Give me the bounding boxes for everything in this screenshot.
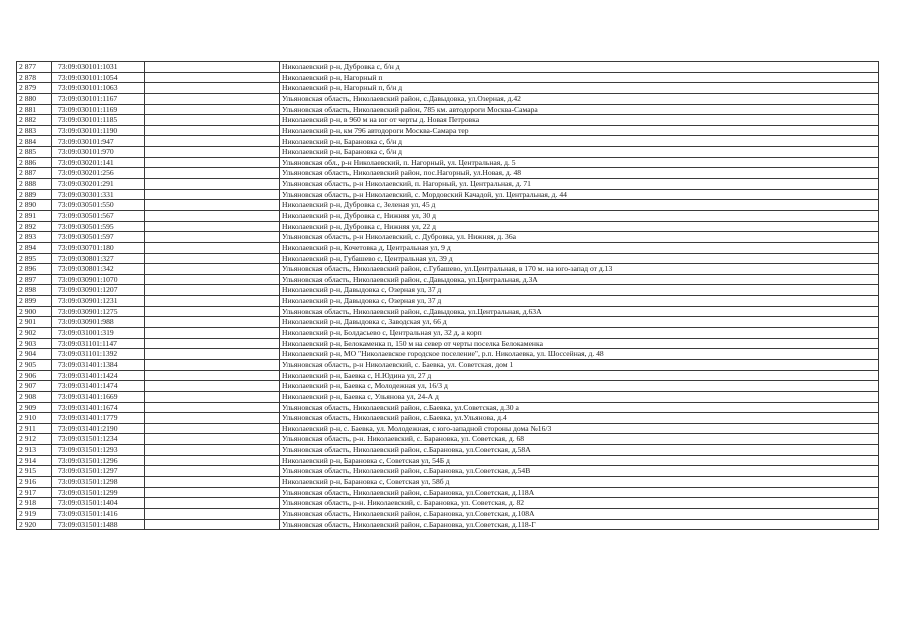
empty-cell (145, 221, 280, 232)
address-cell: Ульяновская область, р-н Николаевский, с. Мордовский Качадой, ул. Центральная, д. 44 (280, 189, 879, 200)
row-number-cell: 2 903 (17, 338, 52, 349)
cadastral-number-cell: 73:09:030201:291 (52, 179, 145, 190)
cadastral-number-cell: 73:09:030101:947 (52, 136, 145, 147)
row-number-cell: 2 909 (17, 402, 52, 413)
row-number-cell: 2 919 (17, 508, 52, 519)
empty-cell (145, 232, 280, 243)
empty-cell (145, 423, 280, 434)
empty-cell (145, 210, 280, 221)
empty-cell (145, 338, 280, 349)
row-number-cell: 2 891 (17, 210, 52, 221)
cadastral-number-cell: 73:09:030901:1275 (52, 306, 145, 317)
cadastral-number-cell: 73:09:030901:1207 (52, 285, 145, 296)
row-number-cell: 2 899 (17, 296, 52, 307)
row-number-cell: 2 878 (17, 72, 52, 83)
address-cell: Ульяновская область, Николаевский район, с.Барановка, ул.Советская, д.118А (280, 487, 879, 498)
empty-cell (145, 83, 280, 94)
row-number-cell: 2 890 (17, 200, 52, 211)
cadastral-number-cell: 73:09:030901:1231 (52, 296, 145, 307)
cadastral-number-cell: 73:09:031501:1293 (52, 445, 145, 456)
table-row (17, 402, 879, 413)
cadastral-number-cell: 73:09:030101:1063 (52, 83, 145, 94)
cadastral-number-cell: 73:09:030901:1070 (52, 274, 145, 285)
table-row (17, 125, 879, 136)
empty-cell (145, 434, 280, 445)
address-cell: Николаевский р-н, Давыдовка с, Озерная ул, 37 д (280, 296, 879, 307)
row-number-cell: 2 889 (17, 189, 52, 200)
row-number-cell: 2 888 (17, 179, 52, 190)
address-cell: Ульяновская область, Николаевский район, с.Баевка, ул.Ульянова, д.4 (280, 413, 879, 424)
cadastral-number-cell: 73:09:031401:1674 (52, 402, 145, 413)
address-cell: Николаевский р-н, Баевка с, Ульянова ул, 24-А д (280, 391, 879, 402)
row-number-cell: 2 920 (17, 519, 52, 530)
row-number-cell: 2 907 (17, 381, 52, 392)
cadastral-number-cell: 73:09:031501:1404 (52, 498, 145, 509)
row-number-cell: 2 917 (17, 487, 52, 498)
row-number-cell: 2 892 (17, 221, 52, 232)
table-row (17, 104, 879, 115)
address-cell: Ульяновская область, Николаевский район, с.Давыдовка, ул.Центральная, д.3А (280, 274, 879, 285)
row-number-cell: 2 894 (17, 242, 52, 253)
address-cell: Николаевский р-н, Баевка с, Молодежная ул, 16/3 д (280, 381, 879, 392)
cadastral-number-cell: 73:09:030801:327 (52, 253, 145, 264)
address-cell: Николаевский р-н, Барановка с, б/н д (280, 136, 879, 147)
table-row (17, 285, 879, 296)
row-number-cell: 2 895 (17, 253, 52, 264)
table-row (17, 498, 879, 509)
address-cell: Николаевский р-н, Баевка с, Н.Юдина ул, 27 д (280, 370, 879, 381)
table-row (17, 253, 879, 264)
row-number-cell: 2 879 (17, 83, 52, 94)
row-number-cell: 2 902 (17, 328, 52, 339)
empty-cell (145, 402, 280, 413)
cadastral-number-cell: 73:09:030101:970 (52, 147, 145, 158)
row-number-cell: 2 882 (17, 115, 52, 126)
property-table (16, 61, 879, 530)
address-cell: Ульяновская область, р-н. Николаевский, с. Барановка, ул. Советская, д. 68 (280, 434, 879, 445)
cadastral-number-cell: 73:09:030101:1190 (52, 125, 145, 136)
cadastral-number-cell: 73:09:031501:1298 (52, 476, 145, 487)
address-cell: Николаевский р-н, Белокаменка п, 150 м на север от черты поселка Белокаменка (280, 338, 879, 349)
table-row (17, 487, 879, 498)
table-row (17, 83, 879, 94)
row-number-cell: 2 906 (17, 370, 52, 381)
cadastral-number-cell: 73:09:031401:1384 (52, 359, 145, 370)
empty-cell (145, 189, 280, 200)
table-row (17, 264, 879, 275)
cadastral-number-cell: 73:09:030701:180 (52, 242, 145, 253)
table-row (17, 147, 879, 158)
row-number-cell: 2 912 (17, 434, 52, 445)
address-cell: Ульяновская область, Николаевский район, с.Баевка, ул.Советская, д.30 а (280, 402, 879, 413)
cadastral-number-cell: 73:09:030501:595 (52, 221, 145, 232)
table-row (17, 328, 879, 339)
empty-cell (145, 157, 280, 168)
table-row (17, 508, 879, 519)
empty-cell (145, 115, 280, 126)
table-row (17, 72, 879, 83)
cadastral-number-cell: 73:09:031501:1234 (52, 434, 145, 445)
empty-cell (145, 296, 280, 307)
table-row (17, 381, 879, 392)
cadastral-number-cell: 73:09:031501:1416 (52, 508, 145, 519)
address-cell: Николаевский р-н, с. Баевка, ул. Молодежная, с юго-западной стороны дома №16/3 (280, 423, 879, 434)
cadastral-number-cell: 73:09:031501:1296 (52, 455, 145, 466)
table-row (17, 317, 879, 328)
table-row (17, 306, 879, 317)
empty-cell (145, 274, 280, 285)
row-number-cell: 2 893 (17, 232, 52, 243)
table-row (17, 455, 879, 466)
cadastral-number-cell: 73:09:030101:1167 (52, 93, 145, 104)
empty-cell (145, 328, 280, 339)
empty-cell (145, 93, 280, 104)
empty-cell (145, 487, 280, 498)
address-cell: Ульяновская область, Николаевский район, с.Губашево, ул.Центральная, в 170 м. на юго-запад от д.13 (280, 264, 879, 275)
row-number-cell: 2 880 (17, 93, 52, 104)
row-number-cell: 2 911 (17, 423, 52, 434)
cadastral-number-cell: 73:09:030101:1169 (52, 104, 145, 115)
table-row (17, 136, 879, 147)
cadastral-number-cell: 73:09:031401:1424 (52, 370, 145, 381)
empty-cell (145, 242, 280, 253)
cadastral-number-cell: 73:09:030501:550 (52, 200, 145, 211)
address-cell: Ульяновская область, Николаевский район, с.Давыдовка, ул.Центральная, д.63А (280, 306, 879, 317)
address-cell: Николаевский р-н, Нагорный п, б/н д (280, 83, 879, 94)
cadastral-number-cell: 73:09:030101:1054 (52, 72, 145, 83)
empty-cell (145, 445, 280, 456)
empty-cell (145, 72, 280, 83)
row-number-cell: 2 915 (17, 466, 52, 477)
address-cell: Николаевский р-н, Нагорный п (280, 72, 879, 83)
empty-cell (145, 317, 280, 328)
empty-cell (145, 466, 280, 477)
address-cell: Ульяновская область, р-н Николаевский, с. Баевка, ул. Советская, дом 1 (280, 359, 879, 370)
table-row (17, 221, 879, 232)
empty-cell (145, 253, 280, 264)
address-cell: Ульяновская область, Николаевский район, пос.Нагорный, ул.Новая, д. 48 (280, 168, 879, 179)
address-cell: Николаевский р-н, Дубровка с, Нижняя ул, 22 д (280, 221, 879, 232)
table-row (17, 179, 879, 190)
empty-cell (145, 498, 280, 509)
table-row (17, 62, 879, 73)
empty-cell (145, 476, 280, 487)
table-row (17, 93, 879, 104)
table-row (17, 168, 879, 179)
empty-cell (145, 391, 280, 402)
empty-cell (145, 359, 280, 370)
table-row (17, 232, 879, 243)
cadastral-number-cell: 73:09:030801:342 (52, 264, 145, 275)
cadastral-number-cell: 73:09:031001:319 (52, 328, 145, 339)
empty-cell (145, 381, 280, 392)
table-row (17, 370, 879, 381)
address-cell: Николаевский р-н, МО "Николаевское городское поселение", р.п. Николаевка, ул. Шоссейная, д. 48 (280, 349, 879, 360)
cadastral-number-cell: 73:09:030501:597 (52, 232, 145, 243)
cadastral-number-cell: 73:09:031501:1488 (52, 519, 145, 530)
cadastral-number-cell: 73:09:030101:1185 (52, 115, 145, 126)
row-number-cell: 2 898 (17, 285, 52, 296)
empty-cell (145, 179, 280, 190)
row-number-cell: 2 877 (17, 62, 52, 73)
table-row (17, 242, 879, 253)
table-row (17, 349, 879, 360)
table-row (17, 359, 879, 370)
cadastral-number-cell: 73:09:031501:1297 (52, 466, 145, 477)
empty-cell (145, 508, 280, 519)
table-row (17, 423, 879, 434)
row-number-cell: 2 901 (17, 317, 52, 328)
row-number-cell: 2 918 (17, 498, 52, 509)
table-row (17, 296, 879, 307)
empty-cell (145, 125, 280, 136)
cadastral-number-cell: 73:09:031401:1669 (52, 391, 145, 402)
address-cell: Ульяновская область, Николаевский район, с.Барановка, ул.Советская, д.118-Г (280, 519, 879, 530)
row-number-cell: 2 913 (17, 445, 52, 456)
row-number-cell: 2 908 (17, 391, 52, 402)
cadastral-number-cell: 73:09:030901:988 (52, 317, 145, 328)
table-row (17, 391, 879, 402)
address-cell: Николаевский р-н, в 960 м на юг от черты д. Новая Петровка (280, 115, 879, 126)
address-cell: Николаевский р-н, Дубровка с, Нижняя ул, 30 д (280, 210, 879, 221)
address-cell: Ульяновская область, Николаевский район, с.Барановка, ул.Советская, д.54В (280, 466, 879, 477)
table-row (17, 434, 879, 445)
empty-cell (145, 264, 280, 275)
address-cell: Николаевский р-н, Дубровка с, б/н д (280, 62, 879, 73)
cadastral-number-cell: 73:09:031401:2190 (52, 423, 145, 434)
address-cell: Ульяновская область, Николаевский район, с.Барановка, ул.Советская, д.58А (280, 445, 879, 456)
row-number-cell: 2 884 (17, 136, 52, 147)
address-cell: Николаевский р-н, Губашево с, Центральная ул, 39 д (280, 253, 879, 264)
address-cell: Ульяновская область, р-н. Николаевский, с. Барановка, ул. Советская, д. 82 (280, 498, 879, 509)
empty-cell (145, 413, 280, 424)
address-cell: Николаевский р-н, км 796 автодороги Москва-Самара тер (280, 125, 879, 136)
row-number-cell: 2 883 (17, 125, 52, 136)
table-row (17, 476, 879, 487)
row-number-cell: 2 896 (17, 264, 52, 275)
table-row (17, 210, 879, 221)
table-body (17, 62, 879, 530)
table-row (17, 115, 879, 126)
table-row (17, 200, 879, 211)
cadastral-number-cell: 73:09:031401:1474 (52, 381, 145, 392)
table-row (17, 274, 879, 285)
row-number-cell: 2 885 (17, 147, 52, 158)
address-cell: Ульяновская область, Николаевский район, 785 км. автодороги Москва-Самара (280, 104, 879, 115)
empty-cell (145, 62, 280, 73)
cadastral-number-cell: 73:09:030201:141 (52, 157, 145, 168)
address-cell: Ульяновская область, Николаевский район, с.Давыдовка, ул.Озерная, д.42 (280, 93, 879, 104)
cadastral-number-cell: 73:09:031101:1392 (52, 349, 145, 360)
cadastral-number-cell: 73:09:030501:567 (52, 210, 145, 221)
cadastral-number-cell: 73:09:031101:1147 (52, 338, 145, 349)
empty-cell (145, 306, 280, 317)
address-cell: Ульяновская область, р-н Николаевский, с. Дубровка, ул. Нижняя, д. 36а (280, 232, 879, 243)
empty-cell (145, 168, 280, 179)
address-cell: Николаевский р-н, Кочетовка д, Центральная ул, 9 д (280, 242, 879, 253)
address-cell: Ульяновская область, р-н Николаевский, п. Нагорный, ул. Центральная, д. 71 (280, 179, 879, 190)
row-number-cell: 2 881 (17, 104, 52, 115)
empty-cell (145, 370, 280, 381)
row-number-cell: 2 886 (17, 157, 52, 168)
address-cell: Николаевский р-н, Давыдовка с, Заводская ул, 66 д (280, 317, 879, 328)
row-number-cell: 2 916 (17, 476, 52, 487)
table-row (17, 466, 879, 477)
empty-cell (145, 285, 280, 296)
row-number-cell: 2 905 (17, 359, 52, 370)
address-cell: Ульяновская область, Николаевский район, с.Барановка, ул.Советская, д.108А (280, 508, 879, 519)
address-cell: Николаевский р-н, Дубровка с, Зеленая ул, 45 д (280, 200, 879, 211)
empty-cell (145, 349, 280, 360)
row-number-cell: 2 897 (17, 274, 52, 285)
table-row (17, 413, 879, 424)
address-cell: Николаевский р-н, Давыдовка с, Озерная ул, 37 д (280, 285, 879, 296)
empty-cell (145, 147, 280, 158)
table-row (17, 519, 879, 530)
table-row (17, 338, 879, 349)
empty-cell (145, 519, 280, 530)
table-row (17, 189, 879, 200)
table-row (17, 157, 879, 168)
address-cell: Николаевский р-н, Барановка с, Советская ул, 54Б д (280, 455, 879, 466)
cadastral-number-cell: 73:09:030101:1031 (52, 62, 145, 73)
row-number-cell: 2 910 (17, 413, 52, 424)
table-row (17, 445, 879, 456)
empty-cell (145, 104, 280, 115)
cadastral-number-cell: 73:09:030301:331 (52, 189, 145, 200)
row-number-cell: 2 904 (17, 349, 52, 360)
empty-cell (145, 136, 280, 147)
address-cell: Николаевский р-н, Болдасьево с, Центральная ул, 32 д, а корп (280, 328, 879, 339)
address-cell: Николаевский р-н, Барановка с, Советская ул, 58б д (280, 476, 879, 487)
cadastral-number-cell: 73:09:030201:256 (52, 168, 145, 179)
empty-cell (145, 200, 280, 211)
cadastral-number-cell: 73:09:031401:1779 (52, 413, 145, 424)
address-cell: Ульяновская обл., р-н Николаевский, п. Нагорный, ул. Центральная, д. 5 (280, 157, 879, 168)
address-cell: Николаевский р-н, Барановка с, б/н д (280, 147, 879, 158)
row-number-cell: 2 887 (17, 168, 52, 179)
row-number-cell: 2 900 (17, 306, 52, 317)
empty-cell (145, 455, 280, 466)
row-number-cell: 2 914 (17, 455, 52, 466)
cadastral-number-cell: 73:09:031501:1299 (52, 487, 145, 498)
